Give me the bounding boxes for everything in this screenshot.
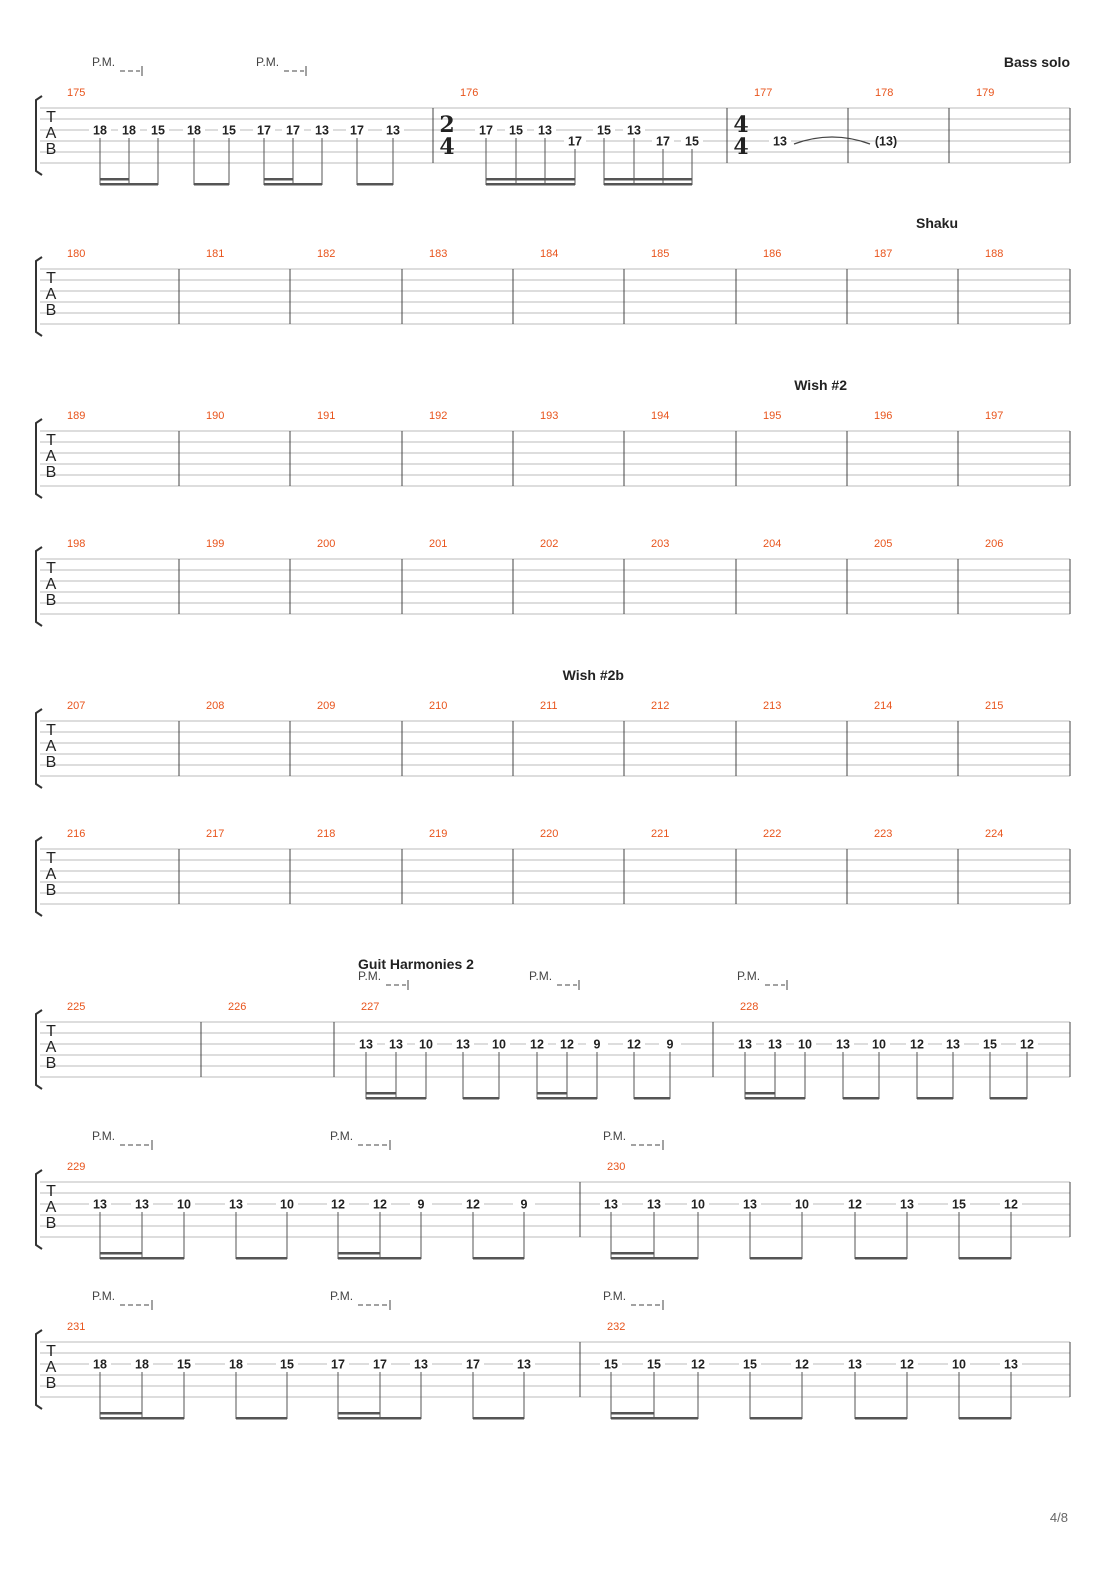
time-signature-top: 4 [733,112,749,138]
beam [611,1257,698,1260]
fret-number: 9 [593,1037,601,1052]
tab-clef-letter: A [45,1359,57,1376]
measure-number: 213 [763,700,782,712]
fret-number: 15 [604,1357,618,1372]
fret-number: 13 [836,1037,850,1052]
fret-number: 18 [135,1357,149,1372]
tab-clef-letter: A [45,1039,57,1056]
fret-number: 13 [359,1037,373,1052]
beam-secondary [100,1412,142,1415]
palm-mute-label: P.M. [92,55,116,69]
measure-number: 206 [985,538,1004,550]
fret-number: 15 [280,1357,294,1372]
fret-number: 12 [627,1037,641,1052]
fret-number: 18 [229,1357,243,1372]
measure-number: 185 [651,248,670,260]
fret-number: 12 [1020,1037,1034,1052]
palm-mute-label: P.M. [330,1129,354,1143]
beam-secondary [338,1252,380,1255]
palm-mute-label: P.M. [330,1289,354,1303]
beam-secondary [338,1412,380,1415]
fret-number: 15 [177,1357,191,1372]
measure-number: 226 [228,1001,247,1013]
tab-clef-letter: A [45,866,57,883]
beam [100,1257,184,1260]
measure-number: 192 [429,410,448,422]
tab-clef-letter: T [46,432,56,449]
beam-secondary [264,178,293,181]
fret-number: 17 [373,1357,387,1372]
fret-number: 13 [389,1037,403,1052]
palm-mute-label: P.M. [92,1129,116,1143]
measure-number: 222 [763,828,782,840]
measure-number: 182 [317,248,336,260]
time-signature-bottom: 4 [439,134,455,160]
measure-number: 231 [67,1321,86,1333]
fret-number: 18 [93,123,107,138]
fret-number: 13 [647,1197,661,1212]
beam-secondary [366,1092,396,1095]
measure-number: 199 [206,538,225,550]
tab-clef-letter: T [46,1023,56,1040]
measure-number: 189 [67,410,86,422]
measure-number: 180 [67,248,86,260]
measure-number: 201 [429,538,448,550]
section-label: Wish #2b [562,667,624,683]
beam-secondary [611,1412,654,1415]
fret-number: 18 [187,123,201,138]
measure-number: 210 [429,700,448,712]
palm-mute-label: P.M. [529,969,553,983]
palm-mute-label: P.M. [737,969,761,983]
fret-number: 13 [315,123,329,138]
measure-number: 200 [317,538,336,550]
palm-mute-label: P.M. [603,1129,627,1143]
beam-secondary [100,1252,142,1255]
fret-number: 17 [257,123,271,138]
fret-number: 17 [331,1357,345,1372]
measure-number: 187 [874,248,893,260]
fret-number: 12 [331,1197,345,1212]
measure-number: 211 [540,700,558,712]
measure-number: 179 [976,87,995,99]
measure-number: 198 [67,538,86,550]
fret-number: 10 [872,1037,886,1052]
tab-clef-letter: T [46,270,56,287]
fret-number: 13 [1004,1357,1018,1372]
measure-number: 175 [67,87,86,99]
palm-mute-label: P.M. [603,1289,627,1303]
fret-number: 15 [647,1357,661,1372]
fret-number: 15 [952,1197,966,1212]
measure-number: 186 [763,248,782,260]
measure-number: 227 [361,1001,380,1013]
beam [338,1257,421,1260]
measure-number: 203 [651,538,670,550]
fret-number: 15 [685,134,699,149]
fret-number: 13 [768,1037,782,1052]
measure-number: 195 [763,410,782,422]
fret-number: 13 [738,1037,752,1052]
measure-number: 196 [874,410,893,422]
measure-number: 221 [651,828,670,840]
tab-clef-letter: B [45,754,57,771]
beam [990,1097,1027,1100]
fret-number: 13 [517,1357,531,1372]
beam [604,183,692,186]
tab-clef-letter: B [45,141,57,158]
fret-number: 13 [386,123,400,138]
beam [537,1097,597,1100]
tab-clef-letter: A [45,1199,57,1216]
fret-number: 12 [466,1197,480,1212]
fret-number: 10 [952,1357,966,1372]
beam [236,1257,287,1260]
fret-number: 15 [743,1357,757,1372]
fret-number: 10 [419,1037,433,1052]
beam [366,1097,426,1100]
measure-number: 193 [540,410,559,422]
fret-number: 13 [229,1197,243,1212]
measure-number: 176 [460,87,479,99]
measure-number: 220 [540,828,559,840]
beam [473,1257,524,1260]
measure-number: 190 [206,410,225,422]
measure-number: 225 [67,1001,86,1013]
beam [357,183,393,186]
fret-number: 13 [743,1197,757,1212]
fret-number: 10 [177,1197,191,1212]
fret-number: 10 [691,1197,705,1212]
measure-number: 214 [874,700,893,712]
beam [473,1417,524,1420]
beam-secondary [745,1092,775,1095]
fret-number: 9 [520,1197,528,1212]
fret-number: 12 [900,1357,914,1372]
fret-number: 10 [798,1037,812,1052]
fret-number: 13 [848,1357,862,1372]
fret-number: 15 [222,123,236,138]
beam [959,1417,1011,1420]
beam [855,1257,907,1260]
measure-number: 181 [206,248,225,260]
tab-clef-letter: T [46,722,56,739]
tab-clef-letter: A [45,286,57,303]
measure-number: 212 [651,700,670,712]
tab-clef-letter: T [46,560,56,577]
measure-number: 183 [429,248,448,260]
tab-clef-letter: B [45,1215,57,1232]
tab-clef-letter: T [46,850,56,867]
measure-number: 228 [740,1001,759,1013]
tab-clef-letter: B [45,302,57,319]
fret-number: 13 [456,1037,470,1052]
measure-number: 204 [763,538,782,550]
beam [634,1097,670,1100]
beam [843,1097,879,1100]
fret-number: 15 [597,123,611,138]
fret-number: 13 [135,1197,149,1212]
beam-secondary [486,178,575,181]
fret-number: 13 [900,1197,914,1212]
beam [100,183,158,186]
beam [236,1417,287,1420]
beam [959,1257,1011,1260]
beam [264,183,322,186]
measure-number: 230 [607,1161,626,1173]
measure-number: 219 [429,828,448,840]
fret-number: 13 [93,1197,107,1212]
beam-secondary [604,178,692,181]
time-signature-top: 2 [439,112,455,138]
tab-clef-letter: B [45,882,57,899]
palm-mute-label: P.M. [256,55,280,69]
measure-number: 188 [985,248,1004,260]
measure-number: 205 [874,538,893,550]
fret-number: 12 [530,1037,544,1052]
tab-clef-letter: T [46,1183,56,1200]
tab-clef-letter: B [45,1375,57,1392]
fret-number: 18 [93,1357,107,1372]
measure-number: 177 [754,87,773,99]
measure-number: 232 [607,1321,626,1333]
fret-number: 17 [466,1357,480,1372]
beam-secondary [611,1252,654,1255]
tab-clef-letter: T [46,109,56,126]
section-label: Shaku [915,215,958,231]
fret-number: 9 [666,1037,674,1052]
fret-number: 12 [795,1357,809,1372]
fret-number: 17 [350,123,364,138]
fret-number: 10 [795,1197,809,1212]
beam-secondary [100,178,129,181]
beam [486,183,575,186]
fret-number: 18 [122,123,136,138]
fret-number: 13 [627,123,641,138]
tab-clef-letter: B [45,464,57,481]
measure-number: 229 [67,1161,86,1173]
section-label: Guit Harmonies 2 [358,956,474,972]
measure-number: 209 [317,700,336,712]
measure-number: 184 [540,248,559,260]
fret-number: 17 [479,123,493,138]
fret-number: 13 [604,1197,618,1212]
beam [750,1417,802,1420]
tab-clef-letter: T [46,1343,56,1360]
fret-number: 15 [983,1037,997,1052]
fret-number: 15 [509,123,523,138]
fret-number: 15 [151,123,165,138]
measure-number: 197 [985,410,1004,422]
fret-number: 9 [417,1197,425,1212]
fret-number: 12 [691,1357,705,1372]
measure-number: 208 [206,700,225,712]
beam [745,1097,805,1100]
time-signature-bottom: 4 [733,134,749,160]
fret-number: 12 [373,1197,387,1212]
fret-number: 12 [560,1037,574,1052]
tab-clef-letter: A [45,125,57,142]
section-label: Bass solo [1003,54,1070,70]
tab-clef-letter: A [45,576,57,593]
palm-mute-label: P.M. [92,1289,116,1303]
beam-secondary [537,1092,567,1095]
section-label: Wish #2 [794,377,847,393]
fret-number: 13 [538,123,552,138]
measure-number: 218 [317,828,336,840]
measure-number: 194 [651,410,670,422]
measure-number: 217 [206,828,225,840]
fret-number: 17 [568,134,582,149]
fret-number: 17 [286,123,300,138]
fret-number: 10 [280,1197,294,1212]
measure-number: 191 [317,410,336,422]
fret-number: 12 [1004,1197,1018,1212]
tab-clef-letter: B [45,592,57,609]
measure-number: 224 [985,828,1004,840]
tab-clef-letter: A [45,448,57,465]
beam [611,1417,698,1420]
fret-number: 12 [910,1037,924,1052]
measure-number: 215 [985,700,1004,712]
measure-number: 216 [67,828,86,840]
measure-number: 223 [874,828,893,840]
palm-mute-label: P.M. [358,969,382,983]
beam [463,1097,499,1100]
fret-number: 12 [848,1197,862,1212]
beam [338,1417,421,1420]
beam [917,1097,953,1100]
measure-number: 178 [875,87,894,99]
beam [750,1257,802,1260]
tab-clef-letter: B [45,1055,57,1072]
tab-clef-letter: A [45,738,57,755]
fret-number: 13 [414,1357,428,1372]
beam [194,183,229,186]
beam [100,1417,184,1420]
fret-number: (13) [874,134,898,149]
fret-number: 17 [656,134,670,149]
page-number: 4/8 [1049,1510,1068,1525]
fret-number: 13 [946,1037,960,1052]
beam [855,1417,907,1420]
measure-number: 207 [67,700,86,712]
measure-number: 202 [540,538,559,550]
fret-number: 10 [492,1037,506,1052]
fret-number: 13 [773,134,787,149]
